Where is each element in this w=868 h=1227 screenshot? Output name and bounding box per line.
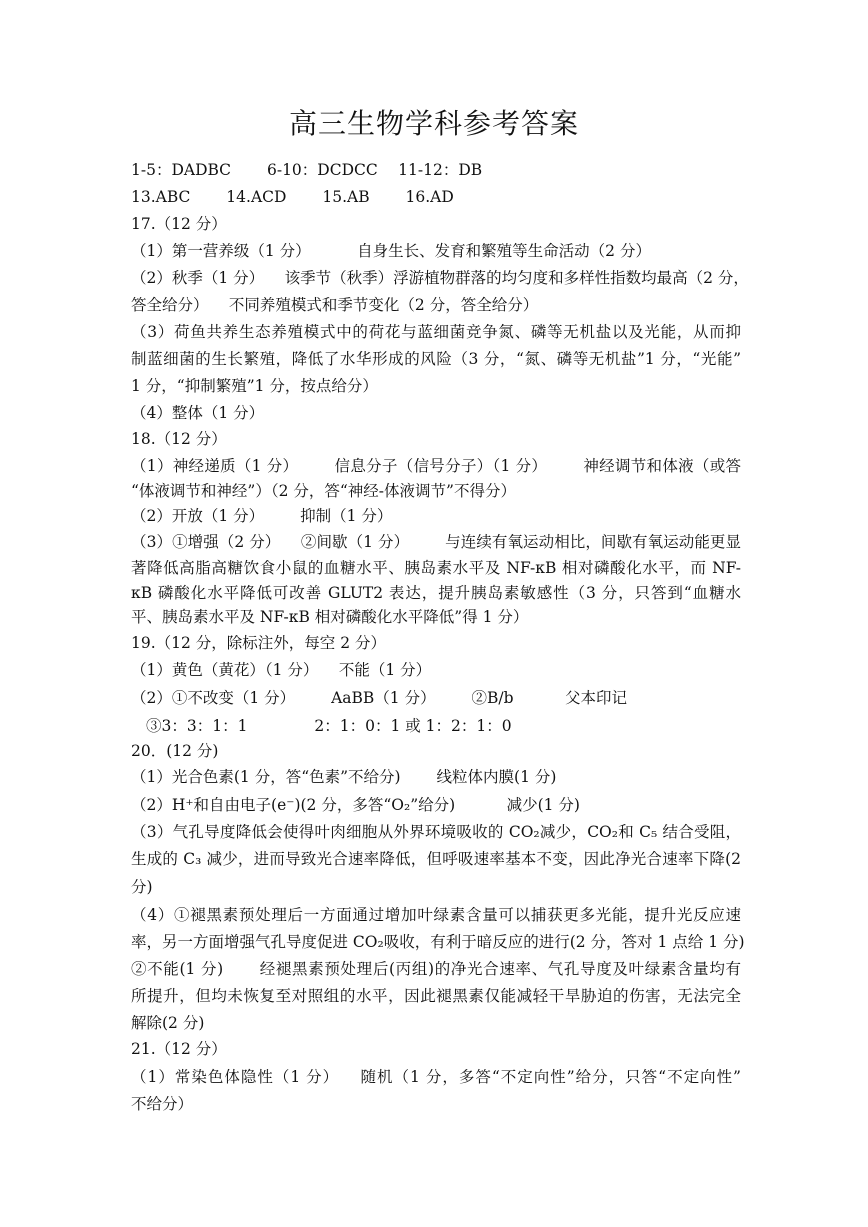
q18-part3-line2: 著降低高脂高糖饮食小鼠的血糖水平、胰岛素水平及 NF-κB 相对磷酸化水平，而 NF-: [131, 559, 741, 577]
q17-part3-line3: 1 分，“抑制繁殖”1 分，按点给分）: [131, 377, 378, 395]
q18-part3-line4: 平、胰岛素水平及 NF-κB 相对磷酸化水平降低”得 1 分）: [131, 608, 529, 626]
q20-part3-line1: （3）气孔导度降低会使得叶肉细胞从外界环境吸收的 CO₂减少，CO₂和 C₅ 结合受阻，: [131, 823, 741, 841]
q18-heading: 18.（12 分）: [131, 430, 227, 448]
q20-heading: 20．(12 分): [131, 742, 219, 760]
q18-part1-line2: “体液调节和神经”）（2 分，答“神经-体液调节”不得分）: [131, 482, 516, 500]
q17-part3-line2: 制蓝细菌的生长繁殖，降低了水华形成的风险（3 分，“氮、磷等无机盐”1 分，“光能”: [131, 350, 741, 368]
q17-heading: 17.（12 分）: [131, 215, 227, 233]
q20-part4-line1: （4）①褪黑素预处理后一方面通过增加叶绿素含量可以捕获更多光能，提升光反应速: [131, 906, 741, 924]
q19-part2-line1: （2）①不改变（1 分） AaBB（1 分） ②B/b 父本印记: [131, 689, 627, 707]
q20-part3-line3: 分): [131, 878, 153, 896]
q17-part1: （1）第一营养级（1 分） 自身生长、发育和繁殖等生命活动（2 分）: [131, 242, 651, 260]
q19-heading: 19.（12 分，除标注外，每空 2 分）: [131, 634, 387, 652]
q20-part4-line4: 所提升，但均未恢复至对照组的水平，因此褪黑素仅能减轻干旱胁迫的伤害，无法完全: [131, 987, 741, 1005]
page-title: 高三生物学科参考答案: [288, 107, 579, 140]
q20-part4-line2: 率，另一方面增强气孔导度促进 CO₂吸收，有利于暗反应的进行(2 分，答对 1 点给 1 分): [131, 933, 745, 951]
mc-answers-13-16: 13.ABC 14.ACD 15.AB 16.AD: [131, 188, 454, 206]
q17-part4: （4）整体（1 分）: [131, 404, 265, 422]
q20-part2: （2）H⁺和自由电子(e⁻)(2 分，多答“O₂”给分) 减少(1 分): [131, 796, 580, 814]
q20-part1: （1）光合色素(1 分，答“色素”不给分) 线粒体内膜(1 分): [131, 768, 557, 786]
q17-part2-line1: （2）秋季（1 分） 该季节（秋季）浮游植物群落的均匀度和多样性指数均最高（2 分，: [131, 269, 749, 287]
q21-heading: 21.（12 分）: [131, 1040, 227, 1058]
q18-part2: （2）开放（1 分） 抑制（1 分）: [131, 507, 393, 525]
q18-part1-line1: （1）神经递质（1 分） 信息分子（信号分子）（1 分） 神经调节和体液（或答: [131, 457, 741, 475]
q19-part2-line2: ③3：3：1：1 2：1：0：1 或 1：2：1：0: [146, 717, 512, 735]
q21-part1-line1: （1）常染色体隐性（1 分） 随机（1 分，多答“不定向性”给分，只答“不定向性”: [131, 1068, 741, 1086]
q17-part2-line2: 答全给分） 不同养殖模式和季节变化（2 分，答全给分）: [131, 296, 539, 314]
q17-part3-line1: （3）荷鱼共养生态养殖模式中的荷花与蓝细菌竞争氮、磷等无机盐以及光能，从而抑: [131, 323, 741, 341]
q19-part1: （1）黄色（黄花）（1 分） 不能（1 分）: [131, 661, 432, 679]
q20-part4-line3: ②不能(1 分) 经褪黑素预处理后(丙组)的净光合速率、气孔导度及叶绿素含量均有: [131, 960, 741, 978]
q18-part3-line3: κB 磷酸化水平降低可改善 GLUT2 表达，提升胰岛素敏感性（3 分，只答到“血糖水: [131, 584, 741, 602]
q20-part3-line2: 生成的 C₃ 减少，进而导致光合速率降低，但呼吸速率基本不变，因此净光合速率下降(2: [131, 850, 741, 868]
q18-part3-line1: （3）①增强（2 分） ②间歇（1 分） 与连续有氧运动相比，间歇有氧运动能更显: [131, 533, 741, 551]
q20-part4-line5: 解除(2 分): [131, 1014, 205, 1032]
q21-part1-line2: 不给分）: [131, 1095, 194, 1113]
mc-answers-1-12: 1-5：DADBC 6-10：DCDCC 11-12：DB: [131, 161, 483, 179]
